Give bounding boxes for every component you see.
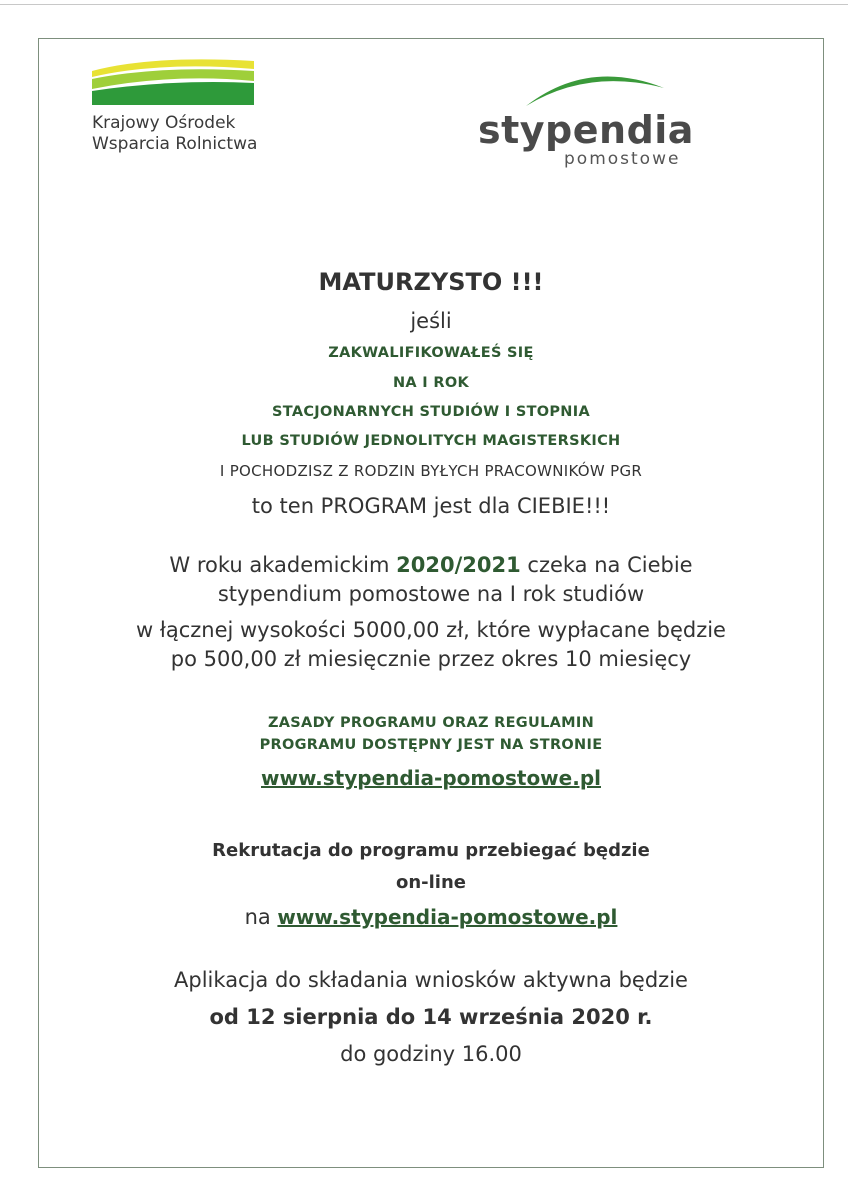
heading-line-5: I POCHODZISZ Z RODZIN BYŁYCH PRACOWNIKÓW PGR bbox=[219, 462, 643, 480]
offer-pre-year: W roku akademickim bbox=[169, 553, 397, 577]
offer-line-1 bbox=[38, 553, 824, 577]
heading-line-6: to ten PROGRAM jest dla CIEBIE!!! bbox=[251, 494, 611, 518]
offer-line-4: po 500,00 zł miesięcznie przez okres 10 miesięcy bbox=[170, 647, 692, 671]
stypendia-logo-sub: pomostowe bbox=[564, 149, 681, 169]
application-dates: od 12 sierpnia do 14 września 2020 r. bbox=[209, 1005, 653, 1029]
stypendia-logo-main: stypendia bbox=[478, 108, 694, 152]
recruitment-line-2: on-line bbox=[395, 872, 466, 893]
application-line-1: Aplikacja do składania wniosków aktywna będzie bbox=[174, 968, 688, 992]
offer-post-year: czeka na Ciebie bbox=[520, 553, 693, 577]
flyer-content bbox=[38, 0, 824, 1200]
recruitment-line-3 bbox=[38, 905, 824, 929]
offer-line-2: stypendium pomostowe na I rok studiów bbox=[217, 582, 645, 606]
recruitment-website-link[interactable]: www.stypendia-pomostowe.pl bbox=[277, 905, 618, 929]
recruitment-prefix: na bbox=[244, 905, 278, 929]
heading-line-4: LUB STUDIÓW JEDNOLITYCH MAGISTERSKICH bbox=[241, 433, 621, 449]
offer-line-3: w łącznej wysokości 5000,00 zł, które wypłacane będzie bbox=[136, 618, 726, 642]
rules-line-1: ZASADY PROGRAMU ORAZ REGULAMIN bbox=[267, 715, 595, 731]
heading-if: jeśli bbox=[410, 309, 452, 333]
academic-year: 2020/2021 bbox=[396, 553, 521, 577]
application-hour: do godziny 16.00 bbox=[340, 1042, 522, 1066]
recruitment-line-1: Rekrutacja do programu przebiegać będzie bbox=[212, 840, 650, 861]
kowr-name-line1: Krajowy Ośrodek bbox=[92, 113, 236, 133]
heading-line-2: NA I ROK bbox=[393, 375, 469, 391]
kowr-name-line2: Wsparcia Rolnictwa bbox=[92, 134, 258, 154]
rules-line-2: PROGRAMU DOSTĘPNY JEST NA STRONIE bbox=[259, 737, 603, 753]
heading-line-1: ZAKWALIFIKOWAŁEŚ SIĘ bbox=[328, 345, 534, 361]
rules-website-link[interactable]: www.stypendia-pomostowe.pl bbox=[261, 766, 601, 790]
heading-line-3: STACJONARNYCH STUDIÓW I STOPNIA bbox=[272, 404, 590, 420]
page-title: MATURZYSTO !!! bbox=[318, 268, 544, 296]
